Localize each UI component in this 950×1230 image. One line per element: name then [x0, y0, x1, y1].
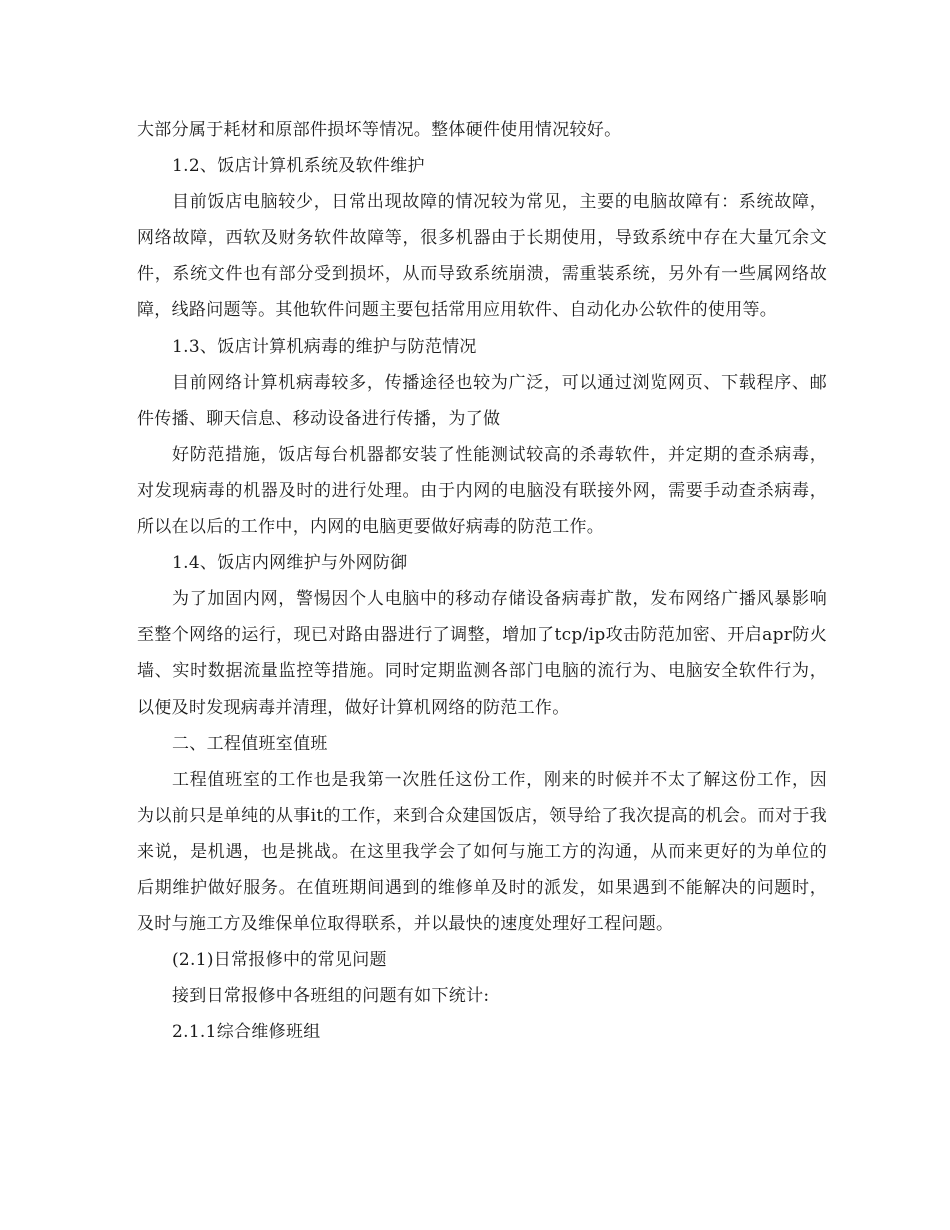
paragraph-software-maintenance: 目前饭店电脑较少，日常出现故障的情况较为常见，主要的电脑故障有：系统故障，网络故障，西软及财务软件故障等，很多机器由于长期使用，导致系统中存在大量冗余文件，系统文件也有部分受到损坏，从而导致系统崩溃，需重装系统，另外有一些属网络故障，线路问题等。其他软件问题主要包括常用应用软件、自动化办公软件的使用等。	[137, 192, 827, 321]
section-heading-1-4: 1.4、饭店内网维护与外网防御	[172, 553, 408, 574]
paragraph-statistics-intro: 接到日常报修中各班组的问题有如下统计:	[172, 986, 490, 1007]
paragraph-virus-spread: 目前网络计算机病毒较多，传播途径也较为广泛，可以通过浏览网页、下载程序、邮件传播、聊天信息、移动设备进行传播，为了做	[137, 372, 827, 429]
paragraph-duty-room: 工程值班室的工作也是我第一次胜任这份工作，刚来的时候并不太了解这份工作，因为以前只是单纯的从事it的工作，来到合众建国饭店，领导给了我次提高的机会。而对于我来说，是机遇，也是挑战。在这里我学会了如何与施工方的沟通，从而来更好的为单位的后期维护做好服务。在值班期间遇到的维修单及时的派发，如果遇到不能解决的问题时，及时与施工方及维保单位取得联系，并以最快的速度处理好工程问题。	[137, 769, 827, 935]
section-heading-2: 二、工程值班室值班	[172, 733, 328, 754]
section-heading-2-1-1: 2.1.1综合维修班组	[172, 1022, 321, 1043]
document-body	[137, 112, 827, 1050]
paragraph-network-defense: 为了加固内网，警惕因个人电脑中的移动存储设备病毒扩散，发布网络广播风暴影响至整个网络的运行，现已对路由器进行了调整，增加了tcp/ip攻击防范加密、开启apr防火墙、实时数据流量监控等措施。同时定期监测各部门电脑的流行为、电脑安全软件行为，以便及时发现病毒并清理，做好计算机网络的防范工作。	[137, 589, 827, 718]
paragraph-virus-prevention: 好防范措施，饭店每台机器都安装了性能测试较高的杀毒软件，并定期的查杀病毒，对发现病毒的机器及时的进行处理。由于内网的电脑没有联接外网，需要手动查杀病毒，所以在以后的工作中，内网的电脑更要做好病毒的防范工作。	[137, 444, 827, 538]
section-heading-2-1: (2.1)日常报修中的常见问题	[172, 950, 387, 971]
section-heading-1-2: 1.2、饭店计算机系统及软件维护	[172, 156, 425, 177]
section-heading-1-3: 1.3、饭店计算机病毒的维护与防范情况	[172, 336, 477, 357]
paragraph-continuation: 大部分属于耗材和原部件损坏等情况。整体硬件使用情况较好。	[137, 120, 622, 140]
